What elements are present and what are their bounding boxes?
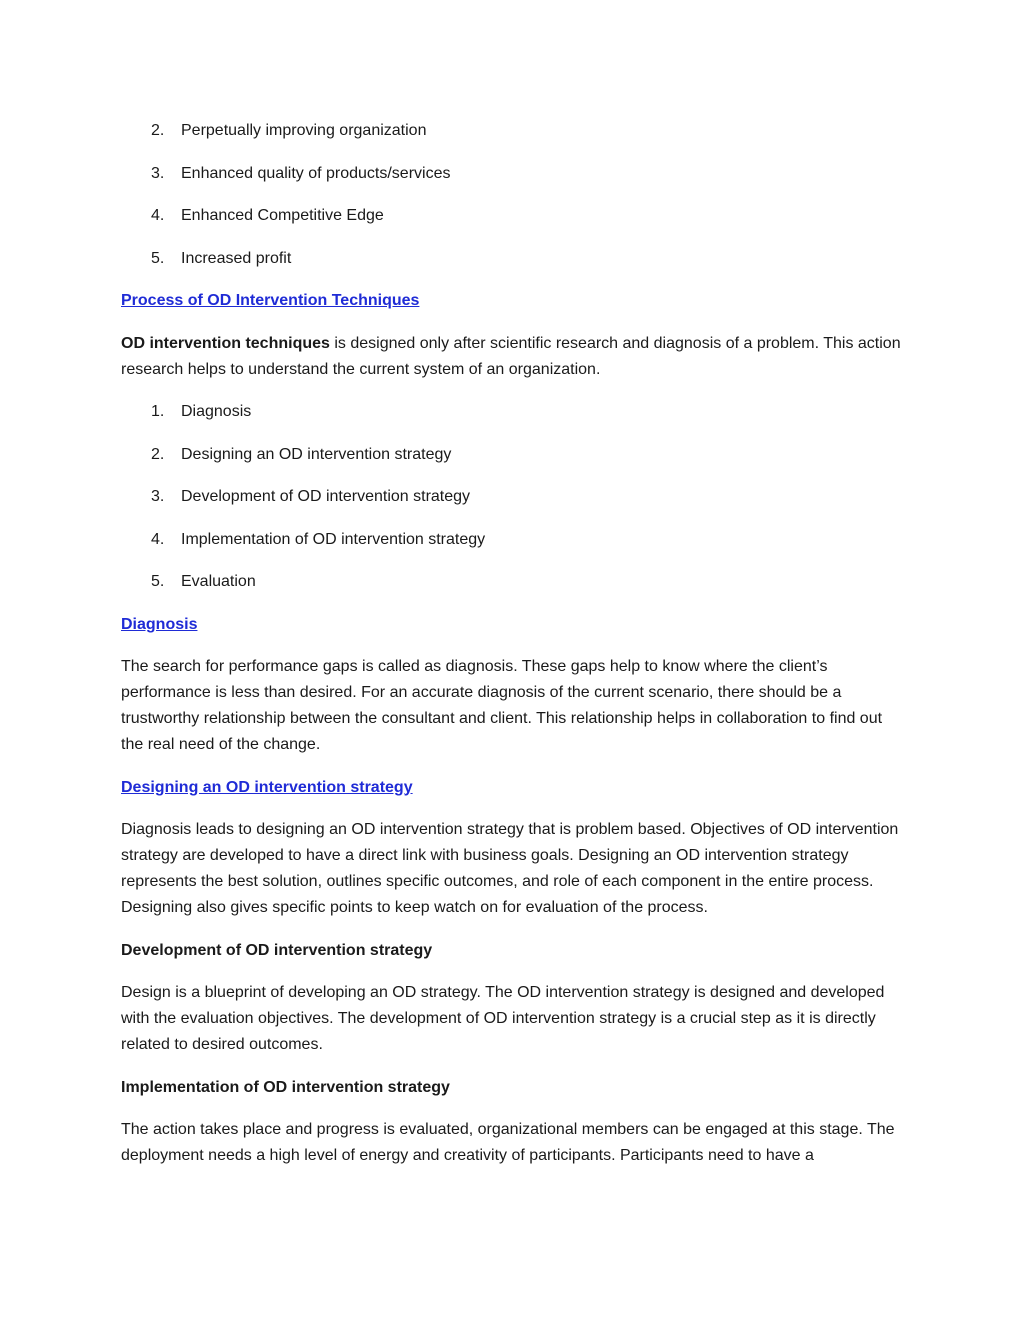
list-number: 2. bbox=[151, 445, 165, 463]
document-page bbox=[121, 118, 901, 1186]
list-item-text: Increased profit bbox=[181, 249, 292, 267]
designing-paragraph: Diagnosis leads to designing an OD intervention strategy that is problem based. Objectives of OD intervention strategy are developed to have a direct link with business goals. Designing an OD intervention strategy represents the best solution, outlines specific outcomes, and role of each component in the entire process. Designing also gives specific points to keep watch on for evaluation of the process. bbox=[121, 821, 899, 916]
development-heading: Development of OD intervention strategy bbox=[121, 941, 433, 959]
list-item-text: Perpetually improving organization bbox=[181, 122, 427, 139]
list-number: 5. bbox=[151, 573, 165, 590]
process-intro-text: is designed only after scientific research and diagnosis of a problem. This action research helps to understand the current system of an organization. bbox=[121, 334, 901, 378]
implementation-heading: Implementation of OD intervention strategy bbox=[121, 1078, 450, 1096]
list-item bbox=[121, 399, 901, 425]
list-number: 3. bbox=[151, 164, 165, 182]
list-item-text: Diagnosis bbox=[181, 403, 252, 420]
list-number: 5. bbox=[151, 249, 165, 267]
list-item bbox=[121, 118, 901, 144]
list-number: 4. bbox=[151, 207, 165, 224]
process-intro bbox=[121, 331, 901, 383]
list-number: 1. bbox=[151, 403, 165, 420]
list-item bbox=[121, 246, 901, 272]
list-item bbox=[121, 484, 901, 510]
list-item-text: Development of OD intervention strategy bbox=[181, 488, 471, 505]
process-steps-list bbox=[121, 399, 901, 595]
list-item bbox=[121, 527, 901, 553]
list-item bbox=[121, 569, 901, 595]
list-item-text: Implementation of OD intervention strategy bbox=[181, 530, 486, 548]
process-intro-bold: OD intervention techniques bbox=[121, 334, 330, 352]
list-item-text: Enhanced quality of products/services bbox=[181, 164, 451, 182]
list-item bbox=[121, 442, 901, 468]
diagnosis-paragraph: The search for performance gaps is called as diagnosis. These gaps help to know where the client’s performance is less than desired. For an accurate diagnosis of the current scenario, there should be a trustworthy relationship between the consultant and client. This relationship helps in collaboration to find out the real need of the change. bbox=[121, 658, 883, 753]
list-number: 2. bbox=[151, 122, 165, 139]
implementation-paragraph: The action takes place and progress is evaluated, organizational members can be engaged at this stage. The deployment needs a high level of energy and creativity of participants. Participants need to have a bbox=[121, 1121, 895, 1164]
list-item-text: Evaluation bbox=[181, 573, 256, 590]
development-paragraph: Design is a blueprint of developing an OD strategy. The OD intervention strategy is designed and developed with the evaluation objectives. The development of OD intervention strategy is a crucial step as it is directly related to desired outcomes. bbox=[121, 984, 885, 1053]
list-item bbox=[121, 161, 901, 187]
designing-heading-link[interactable]: Designing an OD intervention strategy bbox=[121, 778, 413, 796]
list-number: 3. bbox=[151, 488, 165, 505]
benefits-list bbox=[121, 118, 901, 272]
list-item bbox=[121, 203, 901, 229]
list-item-text: Designing an OD intervention strategy bbox=[181, 445, 452, 463]
list-number: 4. bbox=[151, 530, 165, 548]
list-item-text: Enhanced Competitive Edge bbox=[181, 207, 384, 224]
process-heading-link[interactable]: Process of OD Intervention Techniques bbox=[121, 292, 420, 309]
diagnosis-heading-link[interactable]: Diagnosis bbox=[121, 615, 198, 633]
